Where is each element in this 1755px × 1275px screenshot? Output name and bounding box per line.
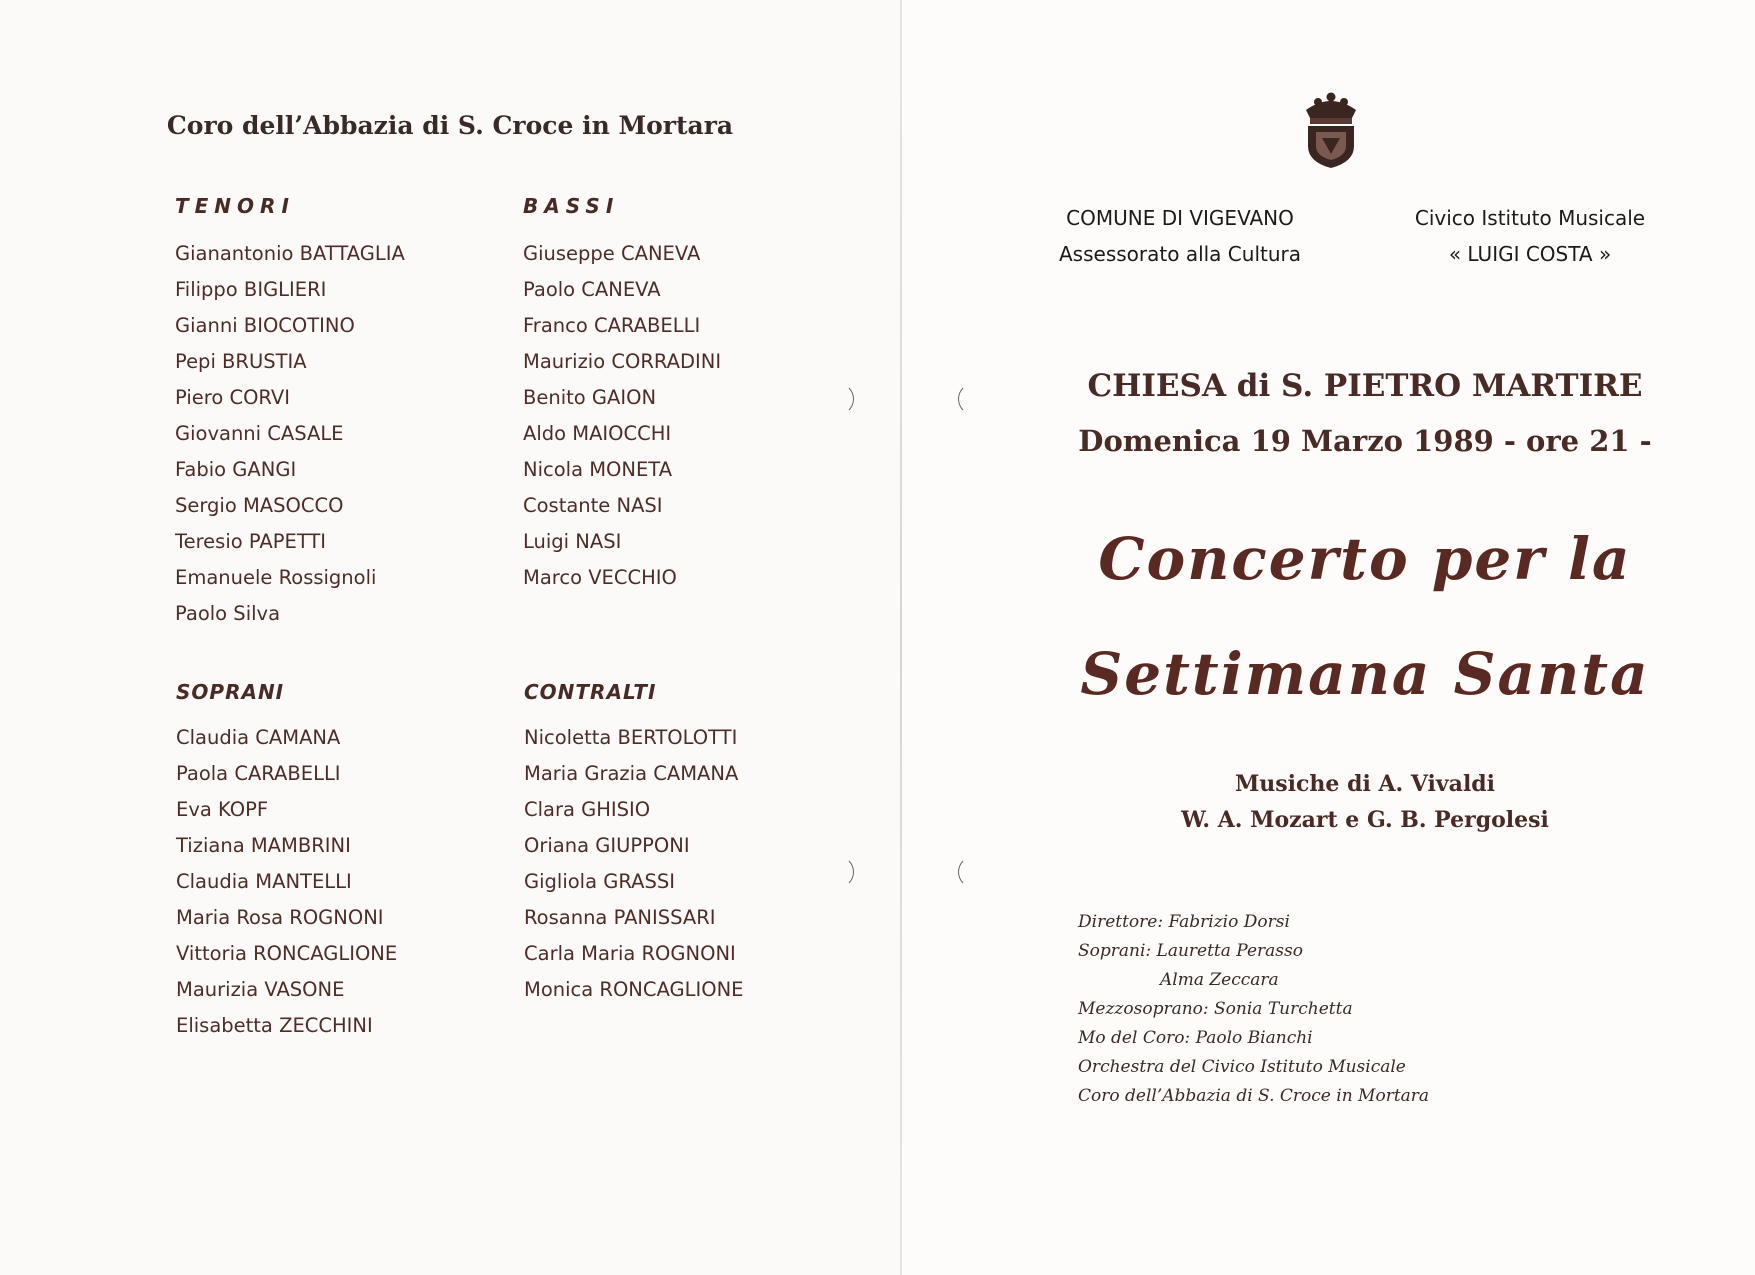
list-item: Nicoletta BERTOLOTTI <box>524 726 738 749</box>
list-item: Fabio GANGI <box>175 458 297 481</box>
choir-title: Coro dell’Abbazia di S. Croce in Mortara <box>166 111 734 140</box>
org-comune-dept: Assessorato alla Cultura <box>1059 242 1301 266</box>
list-item: Piero CORVI <box>175 386 291 409</box>
list-item: Gigliola GRASSI <box>524 870 675 893</box>
section-heading-contralti: CONTRALTI <box>524 680 657 704</box>
org-istituto-name: Civico Istituto Musicale <box>1414 206 1646 230</box>
credit-mezzosoprano: Mezzosoprano: Sonia Turchetta <box>1078 999 1353 1019</box>
music-line-1: Musiche di A. Vivaldi <box>1234 771 1496 797</box>
coat-of-arms-icon <box>1300 88 1362 170</box>
list-item: Benito GAION <box>523 386 657 409</box>
page-fold <box>900 0 902 1275</box>
list-item: Tiziana MAMBRINI <box>176 834 351 857</box>
list-item: Oriana GIUPPONI <box>524 834 690 857</box>
music-composers <box>1000 766 1730 838</box>
list-item: Monica RONCAGLIONE <box>524 978 744 1001</box>
org-comune-name: COMUNE DI VIGEVANO <box>1066 206 1294 230</box>
credit-orchestra: Orchestra del Civico Istituto Musicale <box>1078 1057 1406 1077</box>
credit-soprani-2: Alma Zeccara <box>1160 970 1279 990</box>
list-item: Filippo BIGLIERI <box>175 278 327 301</box>
list-item: Paolo CANEVA <box>523 278 661 301</box>
list-item: Clara GHISIO <box>524 798 651 821</box>
list-item: Claudia CAMANA <box>176 726 341 749</box>
list-item: Franco CARABELLI <box>523 314 701 337</box>
credit-choir: Coro dell’Abbazia di S. Croce in Mortara <box>1078 1086 1430 1106</box>
section-heading-soprani: SOPRANI <box>176 680 285 704</box>
list-item: Paola CARABELLI <box>176 762 341 785</box>
list-item: Emanuele Rossignoli <box>175 566 377 589</box>
list-item: Giovanni CASALE <box>175 422 344 445</box>
list-item: Maria Grazia CAMANA <box>524 762 739 785</box>
list-item: Nicola MONETA <box>523 458 673 481</box>
section-heading-tenori: TENORI <box>175 194 295 218</box>
list-item: Maurizio CORRADINI <box>523 350 722 373</box>
list-item: Carla Maria ROGNONI <box>524 942 736 965</box>
event-date: Domenica 19 Marzo 1989 - ore 21 - <box>1078 424 1652 458</box>
punch-hole <box>822 856 854 888</box>
bassi-list <box>523 236 721 596</box>
music-line-2: W. A. Mozart e G. B. Pergolesi <box>1181 807 1549 833</box>
tenori-list <box>175 236 405 632</box>
list-item: Gianantonio BATTAGLIA <box>175 242 405 265</box>
org-istituto-subtitle: « LUIGI COSTA » <box>1448 242 1612 266</box>
list-item: Pepi BRUSTIA <box>175 350 307 373</box>
performer-credits <box>1078 908 1429 1111</box>
section-heading-bassi: BASSI <box>523 194 620 218</box>
list-item: Teresio PAPETTI <box>175 530 327 553</box>
credit-soprani: Soprani: Lauretta Perasso <box>1078 941 1303 961</box>
venue-title: CHIESA di S. PIETRO MARTIRE <box>1087 368 1643 404</box>
punch-hole <box>822 383 854 415</box>
concert-title-line1: Concerto per la <box>1098 525 1632 593</box>
list-item: Maria Rosa ROGNONI <box>176 906 384 929</box>
list-item: Paolo Silva <box>175 602 281 625</box>
list-item: Giuseppe CANEVA <box>523 242 701 265</box>
list-item: Elisabetta ZECCHINI <box>176 1014 373 1037</box>
org-istituto <box>1380 200 1680 272</box>
list-item: Vittoria RONCAGLIONE <box>176 942 398 965</box>
list-item: Gianni BIOCOTINO <box>175 314 355 337</box>
punch-hole <box>958 856 990 888</box>
punch-hole <box>958 383 990 415</box>
credit-director: Direttore: Fabrizio Dorsi <box>1078 912 1290 932</box>
list-item: Claudia MANTELLI <box>176 870 352 893</box>
contralti-list <box>524 720 743 1008</box>
list-item: Maurizia VASONE <box>176 978 345 1001</box>
soprani-list <box>176 720 397 1044</box>
list-item: Luigi NASI <box>523 530 622 553</box>
org-comune <box>1030 200 1330 272</box>
list-item: Eva KOPF <box>176 798 269 821</box>
list-item: Rosanna PANISSARI <box>524 906 716 929</box>
list-item: Marco VECCHIO <box>523 566 677 589</box>
list-item: Costante NASI <box>523 494 663 517</box>
list-item: Aldo MAIOCCHI <box>523 422 672 445</box>
concert-title-line2: Settimana Santa <box>1080 640 1650 708</box>
credit-choir-master: Mo del Coro: Paolo Bianchi <box>1078 1028 1313 1048</box>
list-item: Sergio MASOCCO <box>175 494 344 517</box>
